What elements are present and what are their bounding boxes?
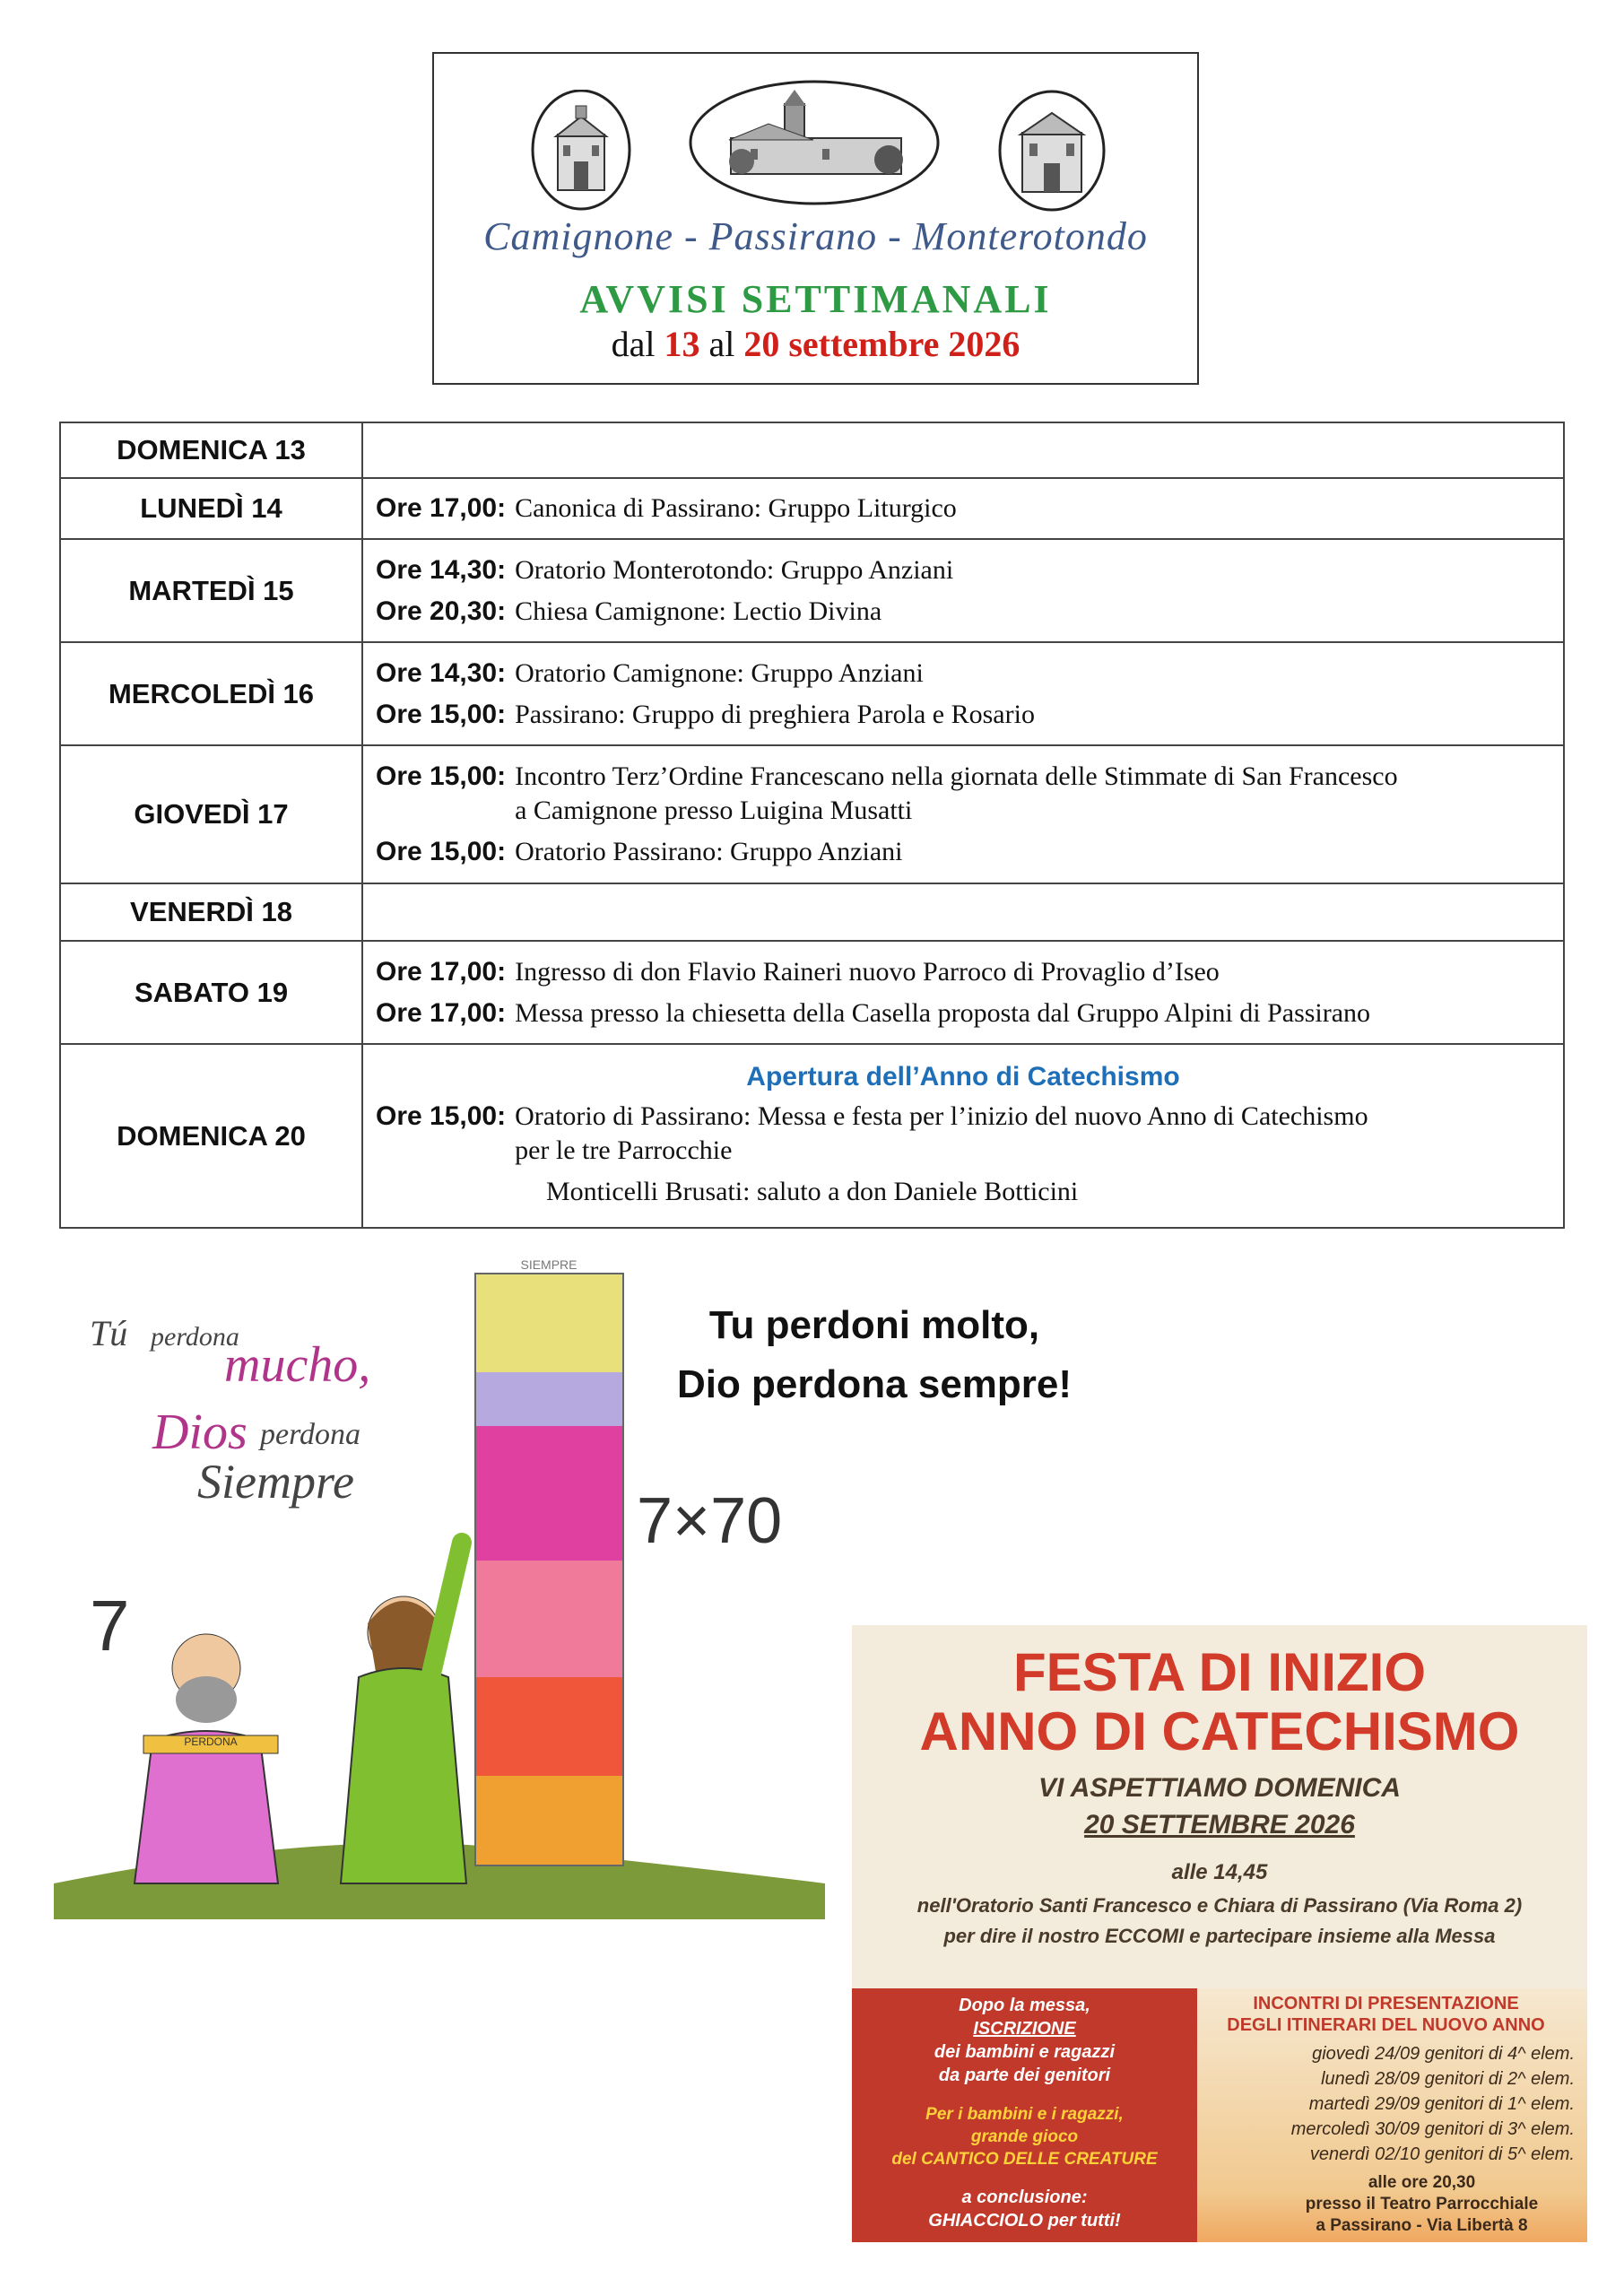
left-line: ISCRIZIONE xyxy=(973,2019,1076,2039)
events-cell xyxy=(362,883,1564,941)
schedule-row xyxy=(60,478,1564,539)
events-cell xyxy=(362,478,1564,539)
event-text: Oratorio Camignone: Gruppo Anziani xyxy=(515,657,924,688)
hand-line2: mucho, xyxy=(224,1337,371,1393)
poster-line4: nell'Oratorio Santi Francesco e Chiara di Passirano (Via Roma 2) xyxy=(916,1894,1523,1917)
event-text-line2: a Camignone presso Luigina Musatti xyxy=(515,796,913,825)
event-entry xyxy=(376,955,1550,989)
event-text: Passirano: Gruppo di preghiera Parola e Rosario xyxy=(515,699,1035,729)
left-line: da parte dei genitori xyxy=(938,2066,1111,2085)
event-entry xyxy=(376,760,1550,828)
event-text xyxy=(515,760,1398,828)
poster-line3: alle 14,45 xyxy=(1171,1860,1268,1884)
event-time: Ore 15,00: xyxy=(376,761,507,791)
schedule-row xyxy=(60,883,1564,941)
poster-line1: VI ASPETTIAMO DOMENICA xyxy=(1038,1773,1401,1803)
schedule-row xyxy=(60,539,1564,642)
catechism-poster xyxy=(852,1625,1587,2242)
left-line: del CANTICO DELLE CREATURE xyxy=(891,2150,1158,2169)
events-cell xyxy=(362,539,1564,642)
events-cell xyxy=(362,422,1564,478)
poster-line5: per dire il nostro ECCOMI e partecipare insieme alla Messa xyxy=(943,1925,1496,1947)
event-entry xyxy=(376,553,1550,587)
closing-line: a Passirano - Via Libertà 8 xyxy=(1316,2216,1528,2235)
church-camignone-image xyxy=(531,90,631,211)
seven-label: 7 xyxy=(90,1586,130,1665)
date-range xyxy=(434,323,1197,365)
events-cell xyxy=(362,1044,1564,1228)
itinerary-line: mercoledì 30/09 genitori di 3^ elem. xyxy=(1290,2119,1575,2139)
event-text: Ingresso di don Flavio Raineri nuovo Parroco di Provaglio d’Iseo xyxy=(515,956,1220,987)
event-text-line1: Incontro Terz’Ordine Francescano nella giornata delle Stimmate di San Francesco xyxy=(515,761,1398,791)
event-text xyxy=(515,1100,1368,1168)
itinerary-line: giovedì 24/09 genitori di 4^ elem. xyxy=(1312,2044,1575,2064)
poster-title1: FESTA DI INIZIO xyxy=(1013,1642,1426,1702)
motto-line2: Dio perdona sempre! xyxy=(676,1362,1073,1406)
tower-top-label: SIEMPRE xyxy=(520,1257,578,1272)
event-time: Ore 14,30: xyxy=(376,554,507,585)
day-cell: MARTEDÌ 15 xyxy=(60,539,362,642)
left-line: a conclusione: xyxy=(961,2187,1088,2207)
church-monterotondo-image xyxy=(997,90,1107,212)
events-cell xyxy=(362,745,1564,883)
closing-line: presso il Teatro Parrocchiale xyxy=(1305,2195,1539,2213)
poster-line2: 20 SETTEMBRE 2026 xyxy=(1084,1810,1355,1839)
event-entry xyxy=(376,996,1550,1031)
left-line: Per i bambini e i ragazzi, xyxy=(925,2105,1124,2124)
schedule-row xyxy=(60,1044,1564,1228)
poster-left-box xyxy=(852,1988,1197,2242)
motto xyxy=(619,1296,1130,1414)
page-title: AVVISI SETTIMANALI xyxy=(579,277,1052,321)
closing-line: alle ore 20,30 xyxy=(1368,2173,1476,2192)
event-time: Ore 15,00: xyxy=(376,1100,507,1131)
schedule-row xyxy=(60,941,1564,1044)
day-cell: DOMENICA 20 xyxy=(60,1044,362,1228)
event-headline: Apertura dell’Anno di Catechismo xyxy=(746,1061,1180,1091)
day-cell: MERCOLEDÌ 16 xyxy=(60,642,362,745)
schedule-row xyxy=(60,422,1564,478)
hand-line3b: perdona xyxy=(260,1418,361,1451)
dates-mid: al xyxy=(708,324,735,364)
event-time: Ore 17,00: xyxy=(376,493,507,523)
event-entry xyxy=(376,595,1550,629)
day-cell: SABATO 19 xyxy=(60,941,362,1044)
poster-right-box xyxy=(1197,1988,1587,2242)
event-entry xyxy=(376,835,1550,869)
event-text: Canonica di Passirano: Gruppo Liturgico xyxy=(515,493,957,523)
left-line: GHIACCIOLO per tutti! xyxy=(928,2211,1121,2231)
event-entry xyxy=(376,657,1550,691)
event-text-line1: Oratorio di Passirano: Messa e festa per l’inizio del nuovo Anno di Catechismo xyxy=(515,1100,1368,1131)
itinerary-line: martedì 29/09 genitori di 1^ elem. xyxy=(1308,2094,1575,2114)
date-to: 20 settembre 2026 xyxy=(743,324,1020,364)
left-line: dei bambini e ragazzi xyxy=(934,2042,1116,2062)
figures xyxy=(135,1543,466,1883)
schedule-table xyxy=(59,422,1565,1229)
parishes-title: Camignone - Passirano - Monterotondo xyxy=(483,214,1148,258)
event-time: Ore 20,30: xyxy=(376,596,507,626)
event-time: Ore 14,30: xyxy=(376,657,507,688)
event-entry xyxy=(376,1100,1550,1168)
day-cell: GIOVEDÌ 17 xyxy=(60,745,362,883)
church-passirano-image xyxy=(688,79,941,206)
book-label: PERDONA xyxy=(184,1735,238,1748)
left-line: grande gioco xyxy=(970,2127,1079,2146)
right-title: INCONTRI DI PRESENTAZIONE xyxy=(1253,1994,1519,2013)
event-text: Oratorio Monterotondo: Gruppo Anziani xyxy=(515,554,954,585)
event-text: Chiesa Camignone: Lectio Divina xyxy=(515,596,882,626)
event-entry xyxy=(376,698,1550,732)
schedule-row xyxy=(60,745,1564,883)
hand-line3a: Dios xyxy=(152,1405,248,1460)
header-box xyxy=(432,52,1199,385)
day-cell: DOMENICA 13 xyxy=(60,422,362,478)
right-title: DEGLI ITINERARI DEL NUOVO ANNO xyxy=(1227,2015,1545,2035)
itinerary-line: venerdì 02/10 genitori di 5^ elem. xyxy=(1309,2144,1575,2164)
poster-title2: ANNO DI CATECHISMO xyxy=(919,1701,1520,1761)
seven-times-seventy-label: 7×70 xyxy=(637,1485,783,1557)
event-entry xyxy=(376,491,1550,526)
event-time: Ore 15,00: xyxy=(376,837,507,866)
hand-line4: Siempre xyxy=(197,1455,354,1509)
hand-line1a: Tú xyxy=(90,1313,128,1353)
day-cell: LUNEDÌ 14 xyxy=(60,478,362,539)
event-time: Ore 17,00: xyxy=(376,997,507,1028)
event-text-line2: per le tre Parrocchie xyxy=(515,1135,733,1165)
motto-line1: Tu perdoni molto, xyxy=(708,1303,1040,1347)
events-cell xyxy=(362,941,1564,1044)
day-cell: VENERDÌ 18 xyxy=(60,883,362,941)
hand-line1b: perdona xyxy=(151,1322,239,1352)
date-from: 13 xyxy=(664,324,700,364)
event-text: Oratorio Passirano: Gruppo Anziani xyxy=(515,837,903,866)
event-text: Messa presso la chiesetta della Casella proposta dal Gruppo Alpini di Passirano xyxy=(515,997,1371,1028)
events-cell xyxy=(362,642,1564,745)
left-line: Dopo la messa, xyxy=(959,1996,1090,2015)
event-note: Monticelli Brusati: saluto a don Daniele Botticini xyxy=(546,1176,1079,1206)
schedule-row xyxy=(60,642,1564,745)
event-time: Ore 17,00: xyxy=(376,956,507,987)
event-time: Ore 15,00: xyxy=(376,699,507,729)
dates-prefix: dal xyxy=(611,324,656,364)
itinerary-line: lunedì 28/09 genitori di 2^ elem. xyxy=(1321,2069,1575,2089)
colored-tower xyxy=(475,1274,623,1866)
